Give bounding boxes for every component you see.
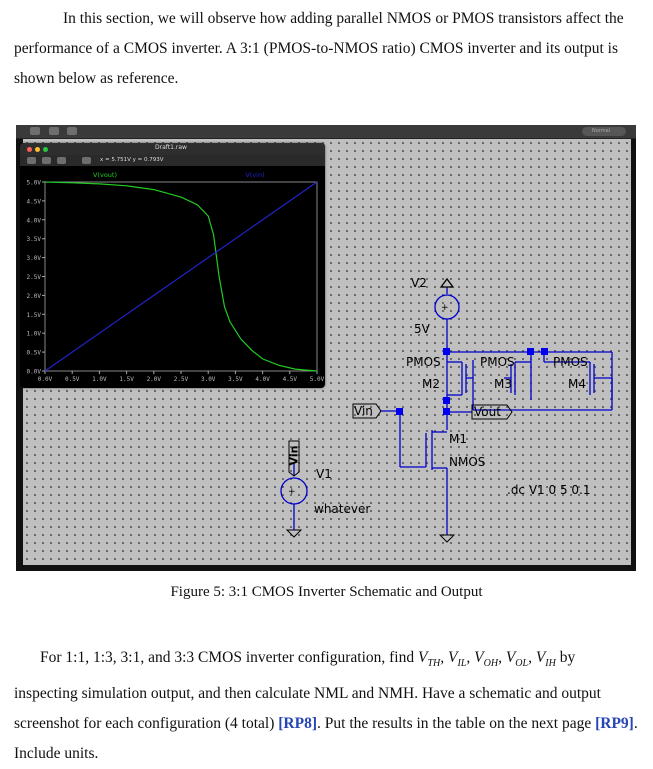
ground-icon bbox=[440, 535, 454, 542]
y-tick-label: 5.0V bbox=[26, 179, 41, 187]
x-tick-label: 5.0V bbox=[309, 376, 325, 383]
x-tick-label: 4.0V bbox=[255, 376, 270, 383]
x-tick-label: 3.5V bbox=[228, 376, 243, 383]
x-tick-label: 3.0V bbox=[200, 376, 216, 383]
figure-caption: Figure 5: 3:1 CMOS Inverter Schematic and Output bbox=[170, 584, 483, 600]
task-paragraph bbox=[14, 643, 640, 769]
v2-label: V2 bbox=[411, 276, 427, 290]
tool-wire-icon[interactable] bbox=[30, 127, 40, 135]
intro-paragraph bbox=[14, 4, 640, 94]
v1-ground-icon bbox=[287, 530, 301, 537]
task-mid: . Put the results in the table on the next page bbox=[317, 715, 596, 733]
vin-port-label: Vin bbox=[354, 404, 373, 418]
legend-vout: V(vout) bbox=[92, 171, 118, 179]
plot-window bbox=[20, 143, 325, 388]
plot-window-title: Draft1.raw bbox=[155, 144, 187, 151]
y-tick-label: 2.0V bbox=[26, 292, 41, 300]
tool-component-icon[interactable] bbox=[49, 127, 59, 135]
series-line-vin bbox=[45, 182, 317, 371]
y-tick-label: 4.5V bbox=[26, 198, 41, 206]
x-tick-label: 1.0V bbox=[92, 376, 107, 383]
svg-text:+: + bbox=[288, 487, 296, 497]
x-tick-label: 0.0V bbox=[37, 376, 53, 383]
x-tick-label: 4.5V bbox=[282, 376, 298, 383]
v2-supply-icon bbox=[441, 279, 453, 287]
toolbar bbox=[16, 125, 636, 139]
pmos-m3-label: PMOS bbox=[480, 355, 515, 369]
dc-directive: .dc V1 0 5 0.1 bbox=[507, 483, 591, 497]
nmos-label: NMOS bbox=[449, 455, 486, 469]
m4-label: M4 bbox=[568, 377, 586, 391]
x-tick-label: 1.5V bbox=[119, 376, 134, 383]
x-tick-label: 2.5V bbox=[173, 376, 189, 383]
search-input[interactable] bbox=[582, 127, 626, 136]
v1-value-label: whatever bbox=[314, 502, 371, 516]
x-tick-label: 2.0V bbox=[146, 376, 162, 383]
pmos-m4-label: PMOS bbox=[553, 355, 588, 369]
pmos-m2-label: PMOS bbox=[406, 355, 441, 369]
task-prefix: For 1:1, 1:3, 3:1, and 3:3 CMOS inverter configuration, find bbox=[40, 649, 418, 666]
node-vout bbox=[443, 397, 450, 404]
rp8-tag: [RP8] bbox=[278, 715, 318, 733]
svg-text:+: + bbox=[441, 303, 449, 313]
v-th-symbol: $V_{TH}$, $V_{IL}$, $V_{OH}$, $V_{OL}$, $V_{IH}$ bbox=[418, 649, 556, 670]
y-tick-label: 1.0V bbox=[26, 330, 41, 338]
y-tick-label: 2.5V bbox=[26, 274, 41, 281]
rp9-tag: [RP9] bbox=[595, 715, 634, 733]
y-tick-label: 1.5V bbox=[26, 311, 41, 319]
task-suffix: by inspecting simulation output, and then calculate NML and NMH. Have a schematic and output screenshot for each configuration (4 total) bbox=[14, 649, 601, 733]
vin-rotated-label: Vin bbox=[287, 445, 301, 466]
transfer-plot[interactable] bbox=[20, 143, 325, 388]
m2-label: M2 bbox=[422, 377, 440, 391]
m3-label: M3 bbox=[494, 377, 512, 391]
y-tick-label: 0.5V bbox=[26, 349, 41, 357]
tool-image-icon[interactable] bbox=[67, 127, 77, 135]
node-vdd bbox=[443, 348, 450, 355]
cursor-readout: x = 5.751V y = 0.793V bbox=[100, 157, 164, 163]
y-tick-label: 0.0V bbox=[26, 368, 41, 376]
y-tick-label: 3.5V bbox=[26, 236, 41, 244]
legend-vin: V(vin) bbox=[245, 171, 265, 179]
search-placeholder: Normal bbox=[592, 128, 611, 134]
y-tick-label: 3.0V bbox=[26, 255, 41, 263]
v1-label: V1 bbox=[316, 467, 332, 481]
node-vin bbox=[396, 408, 403, 415]
intro-text: In this section, we will observe how adding parallel NMOS or PMOS transistors affect the performance of a CMOS inverter. A 3:1 (PMOS-to-NMOS ratio) CMOS inverter and its output is shown below as reference. bbox=[14, 10, 624, 87]
x-tick-label: 0.5V bbox=[64, 376, 80, 383]
vout-port-label: Vout bbox=[474, 405, 501, 419]
task-end: . Include units. bbox=[14, 715, 638, 763]
y-tick-label: 4.0V bbox=[26, 217, 41, 225]
m1-label: M1 bbox=[449, 432, 467, 446]
v2-value-label: 5V bbox=[414, 322, 430, 336]
